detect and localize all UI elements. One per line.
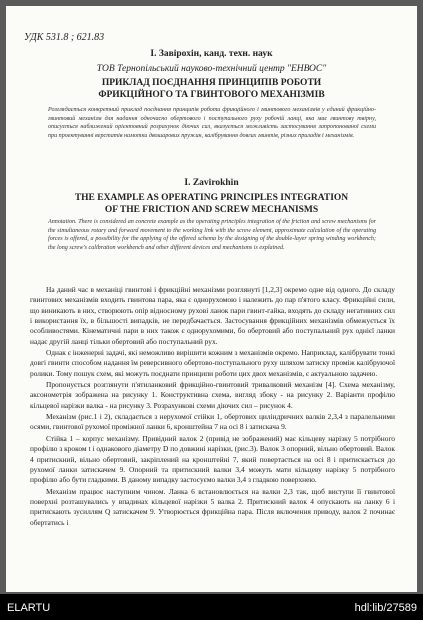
organization-ua: ТОВ Тернопільський науково-технічний центр "ЕНВОС" (96, 64, 327, 74)
body-paragraph: Пропонується розглянути п'ятиланковий фрикційно-гвинтовий тривалковий механізм [4]. Схема механізму, аксонометрія зображена на рисунку 1. Конструктивна схема, вигляд збоку - на рисунку 2. Варіанти профілю кільцевої нарізки валка - на рисунку 3. Розрахункові схеми діючих сил – рисунок 4. (30, 380, 395, 410)
document-page (6, 6, 417, 592)
abstract-en: Annotation. There is considered an concrete example as the operating principles integration of the friction and screw mechanisms for the simultaneous rotary and forward movement to the working link with the screw element, approximate calculation of the operating forces is offered, a possibility for the applying of the offered schema by the designing of the double-layer spring winding workbench; the long screw's calibration workbench and other different devices and mechanisms is explained. (48, 219, 376, 251)
handle-id: hdl:lib/27589 (354, 602, 417, 614)
body-paragraph: Однак є інженерні задачі, які неможливо вирішити кожним з механізмів окремо. Наприклад, калібрувати тонкі довгі гвинти способом надання їм реверсивного обертово-поступального руху шляхом затиску проміж калібруючої ролики. Тому пошук схем, які можуть поєднати принципи роботи цих двох механізмів, є актуальною задачею. (30, 348, 395, 378)
body-text (30, 285, 395, 529)
title-en (6, 193, 417, 216)
author-ua: I. Завірохін, канд. техн. наук (150, 49, 273, 59)
body-paragraph: Механізм працює наступним чином. Ланка 6 встановлюється на валки 2,3 так, щоб виступи її гвинтової поверхні розташувались у впадинах кільцевої нарізки 5 валка 2. Притискний валок 4 опускають на ланку 6 і притискають зусиллям Q затискачем 9. Утворюється фрикційна пара. Після включення приводу, валок 2 починає обертатись і (30, 486, 395, 527)
title-en-line1: THE EXAMPLE AS OPERATING PRINCIPLES INTEGRATION (74, 193, 349, 203)
repository-name: ELARTU (7, 602, 51, 614)
body-paragraph: На даний час в механіці гвинтові і фрикційні механізми розглянуті [1,2,3] окремо одне від одного. До складу гвинтових механізмів входить гвинтова пара, яка є однорухомою і належить до пар п'ятого класу. Фрикційні сили, що виникають в них, створюють опір відносному рухові ланок пари гвинт-гайка, входять до складу негативних сил і використання їх, в більшості випадків, не передбачається. Застосування фрикційних механізмів обмежується їх особливостями. Кінематичні пари в них також є однорухомими, бо обертовий або поступальний рух однієї ланки надає другій ланці тільки обертовий або поступальний рух. (30, 285, 395, 346)
title-ua-line1: ПРИКЛАД ПОЄДНАННЯ ПРИНЦИПІВ РОБОТИ (101, 78, 322, 88)
title-en-line2: OF THE FRICTION AND SCREW MECHANISMS (104, 204, 319, 215)
title-ua-line2: ФРИКЦІЙНОГО ТА ГВИНТОВОГО МЕХАНІЗМІВ (98, 89, 325, 100)
udc-code: УДК 531.8 ; 621.83 (24, 32, 105, 43)
title-ua (6, 78, 417, 101)
author-en: I. Zavirokhin (184, 178, 239, 188)
abstract-ua: Розглядається конкретний приклад поєднання принципів роботи фрикційного і гвинтового механізмів у єдиний фрикційно-гвинтовий механізм для надання одночасно обертового і поступального руху робочій ланці, яка має гвинтову твірну, описується наближений орієнтовний розрахунок діючих сил, вказується можливість застосування запропонованої схеми при проектуванні верстатів намотки двошарових пружин, калібрування довгих гвинтів, різних приладів і механізмів. (48, 107, 376, 139)
footer-bar (0, 594, 423, 620)
body-paragraph: Механізм (рис.1 і 2), складається з нерухомої стійки 1, обертових циліндричних валків 2,3,4 з паралельними осями, гвинтової рухомої проміжної ланки 6, кронштейна 7 на осі 8 і затискача 9. (30, 412, 395, 432)
body-paragraph: Стійка 1 – корпус механізму. Привідний валок 2 (привід не зображений) має кільцеву нарізку 5 потрібного профілю з кроком t і однакового діаметру D по довжині нарізки, (рис.3). Валок 3 опорний, вільно обертовий. Валок 4 притискний, вільно обертовий, закріплений на кронштейні 7, який повертається на осі 8 і притискається до рухомої ланки затискачем 9. Опорний та притискний валки 3,4 можуть мати кільцеву нарізку 5 потрібного профілю або бути гладкими. В даному випадку застосуємо валки 3,4 з гладкою поверхнею. (30, 433, 395, 485)
